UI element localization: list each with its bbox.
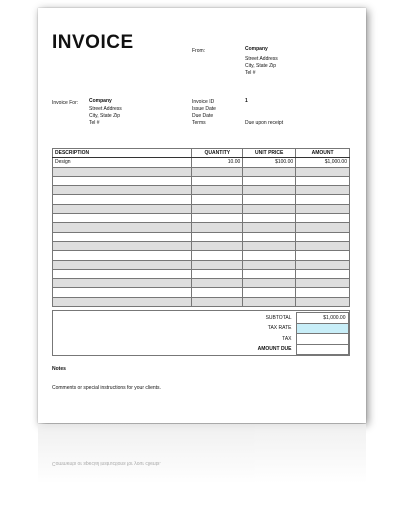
cell-quantity[interactable] [192, 288, 243, 297]
cell-unit-price[interactable] [243, 288, 296, 297]
to-street: Street Address [89, 106, 122, 112]
tax-label: TAX [282, 335, 292, 342]
header-description: DESCRIPTION [53, 149, 192, 158]
tax-rate-row [144, 323, 348, 334]
due-date-label: Due Date [192, 113, 214, 119]
cell-quantity[interactable] [192, 204, 243, 213]
from-street: Street Address [245, 56, 278, 62]
cell-quantity[interactable]: 10.00 [192, 158, 243, 167]
notes-title: Notes [52, 366, 66, 372]
cell-unit-price[interactable] [243, 204, 296, 213]
cell-quantity[interactable] [192, 176, 243, 185]
to-city: City, State Zip [89, 113, 121, 119]
cell-unit-price[interactable] [243, 223, 296, 232]
invoice-for-label: Invoice For: [52, 100, 79, 106]
line-items-table [52, 148, 350, 307]
cell-description[interactable] [53, 223, 192, 232]
cell-description[interactable] [53, 288, 192, 297]
cell-amount[interactable] [296, 288, 350, 297]
from-label: From: [192, 48, 206, 54]
cell-unit-price[interactable] [243, 297, 296, 306]
cell-description[interactable] [53, 204, 192, 213]
table-row [53, 204, 350, 213]
cell-quantity[interactable] [192, 167, 243, 176]
cell-amount[interactable] [296, 232, 350, 241]
cell-unit-price[interactable] [243, 251, 296, 260]
cell-description[interactable] [53, 297, 192, 306]
cell-description[interactable] [53, 279, 192, 288]
cell-quantity[interactable] [192, 279, 243, 288]
cell-description[interactable] [53, 195, 192, 204]
amount-due-value[interactable] [296, 344, 348, 355]
tax-rate-label: TAX RATE [267, 325, 292, 332]
issue-date-label: Issue Date [192, 106, 216, 112]
cell-quantity[interactable] [192, 251, 243, 260]
notes-text[interactable]: Comments or special instructions for your clients. [52, 385, 161, 391]
cell-quantity[interactable] [192, 297, 243, 306]
totals-table [144, 312, 349, 355]
table-row [53, 279, 350, 288]
from-company: Company [245, 46, 268, 52]
to-tel: Tel # [89, 120, 100, 126]
subtotal-label: SUBTOTAL [265, 314, 292, 321]
subtotal-row [144, 313, 348, 324]
cell-description[interactable]: Design [53, 158, 192, 167]
page-reflection [38, 424, 366, 494]
cell-unit-price[interactable]: $100.00 [243, 158, 296, 167]
table-row [53, 195, 350, 204]
cell-amount[interactable] [296, 176, 350, 185]
table-row [53, 297, 350, 306]
cell-amount[interactable] [296, 251, 350, 260]
cell-amount[interactable] [296, 204, 350, 213]
cell-description[interactable] [53, 167, 192, 176]
table-row [53, 186, 350, 195]
cell-amount[interactable]: $1,000.00 [296, 158, 350, 167]
reflected-notes-text: Comments or special instructions for your clients. [52, 460, 161, 466]
cell-unit-price[interactable] [243, 176, 296, 185]
cell-quantity[interactable] [192, 186, 243, 195]
cell-amount[interactable] [296, 260, 350, 269]
table-row [53, 241, 350, 250]
cell-unit-price[interactable] [243, 195, 296, 204]
cell-quantity[interactable] [192, 232, 243, 241]
cell-unit-price[interactable] [243, 260, 296, 269]
cell-description[interactable] [53, 176, 192, 185]
invoice-title: INVOICE [52, 32, 134, 53]
cell-unit-price[interactable] [243, 167, 296, 176]
table-row [53, 223, 350, 232]
cell-unit-price[interactable] [243, 241, 296, 250]
cell-amount[interactable] [296, 241, 350, 250]
summary-section [52, 310, 350, 356]
subtotal-value[interactable]: $1,000.00 [296, 313, 348, 324]
cell-description[interactable] [53, 214, 192, 223]
cell-amount[interactable] [296, 269, 350, 278]
amount-due-row [144, 344, 348, 355]
table-row [53, 214, 350, 223]
invoice-id-label: Invoice ID [192, 99, 215, 105]
cell-unit-price[interactable] [243, 279, 296, 288]
cell-unit-price[interactable] [243, 186, 296, 195]
table-row [53, 167, 350, 176]
cell-amount[interactable] [296, 214, 350, 223]
table-row [53, 251, 350, 260]
cell-description[interactable] [53, 241, 192, 250]
tax-rate-input[interactable] [296, 323, 348, 334]
amount-due-label: AMOUNT DUE [257, 346, 292, 353]
cell-unit-price[interactable] [243, 214, 296, 223]
from-tel: Tel # [245, 70, 256, 76]
cell-description[interactable] [53, 251, 192, 260]
cell-unit-price[interactable] [243, 269, 296, 278]
cell-quantity[interactable] [192, 223, 243, 232]
table-row [53, 176, 350, 185]
cell-quantity[interactable] [192, 260, 243, 269]
terms-label: Terms [192, 120, 206, 126]
table-row [53, 269, 350, 278]
table-row [53, 158, 350, 167]
invoice-id-value[interactable]: 1 [245, 98, 248, 104]
cell-description[interactable] [53, 232, 192, 241]
tax-row [144, 334, 348, 345]
cell-quantity[interactable] [192, 214, 243, 223]
cell-quantity[interactable] [192, 195, 243, 204]
cell-quantity[interactable] [192, 241, 243, 250]
cell-description[interactable] [53, 260, 192, 269]
cell-amount[interactable] [296, 186, 350, 195]
table-row [53, 288, 350, 297]
from-city: City, State Zip [245, 63, 277, 69]
cell-description[interactable] [53, 186, 192, 195]
tax-value[interactable] [296, 334, 348, 345]
cell-quantity[interactable] [192, 269, 243, 278]
terms-value[interactable]: Due upon receipt [245, 120, 284, 126]
cell-description[interactable] [53, 269, 192, 278]
cell-amount[interactable] [296, 195, 350, 204]
table-row [53, 260, 350, 269]
cell-unit-price[interactable] [243, 232, 296, 241]
header-quantity: QUANTITY [192, 149, 243, 158]
invoice-page [38, 8, 366, 423]
header-unit-price: UNIT PRICE [243, 149, 296, 158]
cell-amount[interactable] [296, 279, 350, 288]
cell-amount[interactable] [296, 297, 350, 306]
table-row [53, 232, 350, 241]
to-company: Company [89, 98, 112, 104]
cell-amount[interactable] [296, 223, 350, 232]
header-amount: AMOUNT [296, 149, 350, 158]
cell-amount[interactable] [296, 167, 350, 176]
